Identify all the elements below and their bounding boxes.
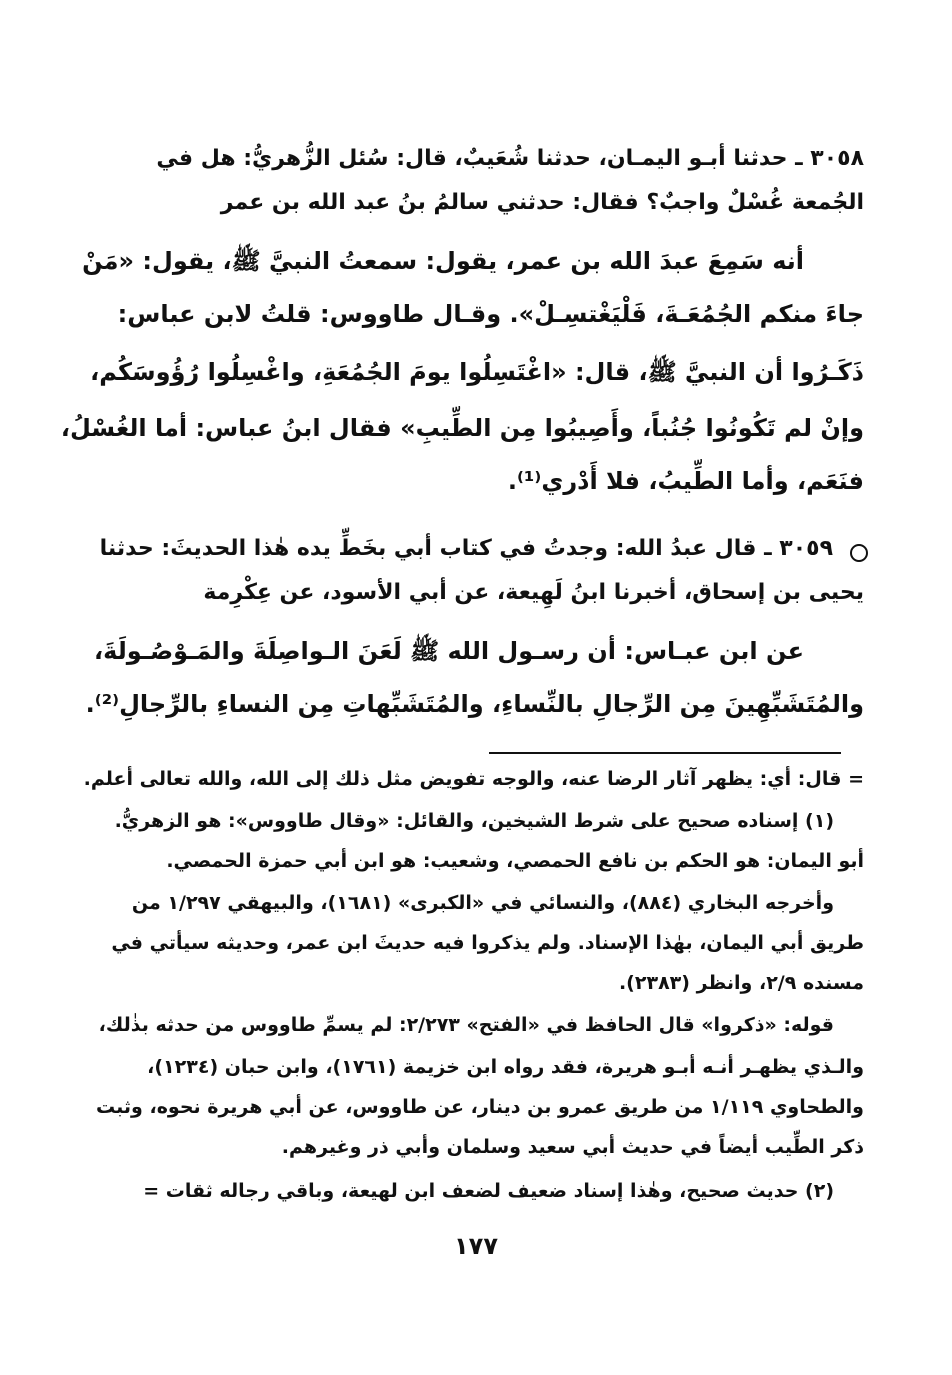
footnote-line: مسنده ٢/٩، وانظر (٢٣٨٣). [618, 972, 864, 994]
footnote-line: (٢) حديث صحيح، وهٰذا إسناد ضعيف لضعف ابن لهيعة، وباقي رجاله ثقات = [143, 1180, 834, 1202]
footnote-line: وأخرجه البخاري (٨٨٤)، والنسائي في «الكبرى» (١٦٨١)، والبيهقي ١/٢٩٧ من [131, 892, 834, 914]
hadith-3058-matn-line: أنه سَمِعَ عبدَ الله بن عمر، يقول: سمعتُ النبيَّ ﷺ، يقول: «مَنْ [82, 247, 804, 275]
footnote-line: طريق أبي اليمان، بهٰذا الإسناد. ولم يذكروا فيه حديثَ ابن عمر، وحديثه سيأتي في [111, 932, 864, 954]
hadith-3058-matn-line: فنَعَم، وأما الطِّيبُ، فلا أَدْري⁽¹⁾. [507, 467, 864, 495]
footnote-line: قوله: «ذكروا» قال الحافظ في «الفتح» ٢/٢٧٣: لم يسمِّ طاووس من حدثه بذٰلك، [98, 1014, 834, 1036]
hadith-3058-isnad-line: ٣٠٥٨ ـ حدثنا أبـو اليمـان، حدثنا شُعَيبٌ، قال: سُئل الزُّهريُّ: هل في [156, 146, 864, 171]
hadith-3058-isnad-line: الجُمعة غُسْلٌ واجبٌ؟ فقال: حدثني سالمُ بنُ عبد الله بن عمر [220, 190, 864, 215]
page-number: ١٧٧ [454, 1232, 498, 1260]
footnote-line: أبو اليمان: هو الحكم بن نافع الحمصي، وشعيب: هو ابن أبي حمزة الحمصي. [166, 850, 864, 872]
footnote-line: = قال: أي: يظهر آثار الرضا عنه، والوجه تفويض مثل ذلك إلى الله، والله تعالى أعلم. [83, 768, 864, 790]
hadith-3058-matn-line: ذَكَـرُوا أن النبيَّ ﷺ، قال: «اغْتَسِلُوا يومَ الجُمُعَةِ، واغْسِلُوا رُؤُوسَكُم، [90, 358, 864, 386]
footnote-line: والطحاوي ١/١١٩ من طريق عمرو بن دينار، عن طاووس، عن أبي هريرة نحوه، وثبت [96, 1096, 864, 1118]
hadith-3059-isnad-line: ٣٠٥٩ ـ قال عبدُ الله: وجدتُ في كتاب أبي بخَطِّ يده هٰذا الحديثَ: حدثنا [99, 536, 833, 561]
hadith-3059-matn-line: والمُتَشَبِّهِينَ مِن الرِّجالِ بالنِّساءِ، والمُتَشَبِّهاتِ مِن النساءِ بالرِّجالِ⁽²⁾. [85, 690, 864, 718]
hadith-3058-matn-line: وإنْ لم تَكُونُوا جُنُباً، وأَصِيبُوا مِن الطِّيبِ» فقال ابنُ عباس: أما الغُسْلُ، [60, 414, 864, 442]
footnote-line: والـذي يظهـر أنـه أبـو هريرة، فقد رواه ابن خزيمة (١٧٦١)، وابن حبان (١٢٣٤)، [147, 1056, 864, 1078]
footnote-line: ذكر الطِّيب أيضاً في حديث أبي سعيد وسلمان وأبي ذر وغيرهم. [281, 1136, 864, 1158]
hadith-3058-matn-line: جاءَ منكم الجُمُعَـةَ، فَلْيَغْتسِـلْ». وقـال طاووس: قلتُ لابن عباس: [117, 300, 864, 328]
hadith-3059-isnad-line: يحيى بن إسحاق، أخبرنا ابنُ لَهِيعة، عن أبي الأسود، عن عِكْرِمة [203, 580, 864, 605]
footnote-separator [489, 752, 841, 754]
hadith-3059-matn-line: عن ابن عبـاس: أن رسـول الله ﷺ لَعَنَ الـواصِلَةَ والمَـوْصُـولَةَ، [94, 637, 804, 665]
circle-marker-icon [850, 544, 868, 562]
footnote-line: (١) إسناده صحيح على شرط الشيخين، والقائل: «وقال طاووس»: هو الزهريُّ. [114, 810, 834, 832]
